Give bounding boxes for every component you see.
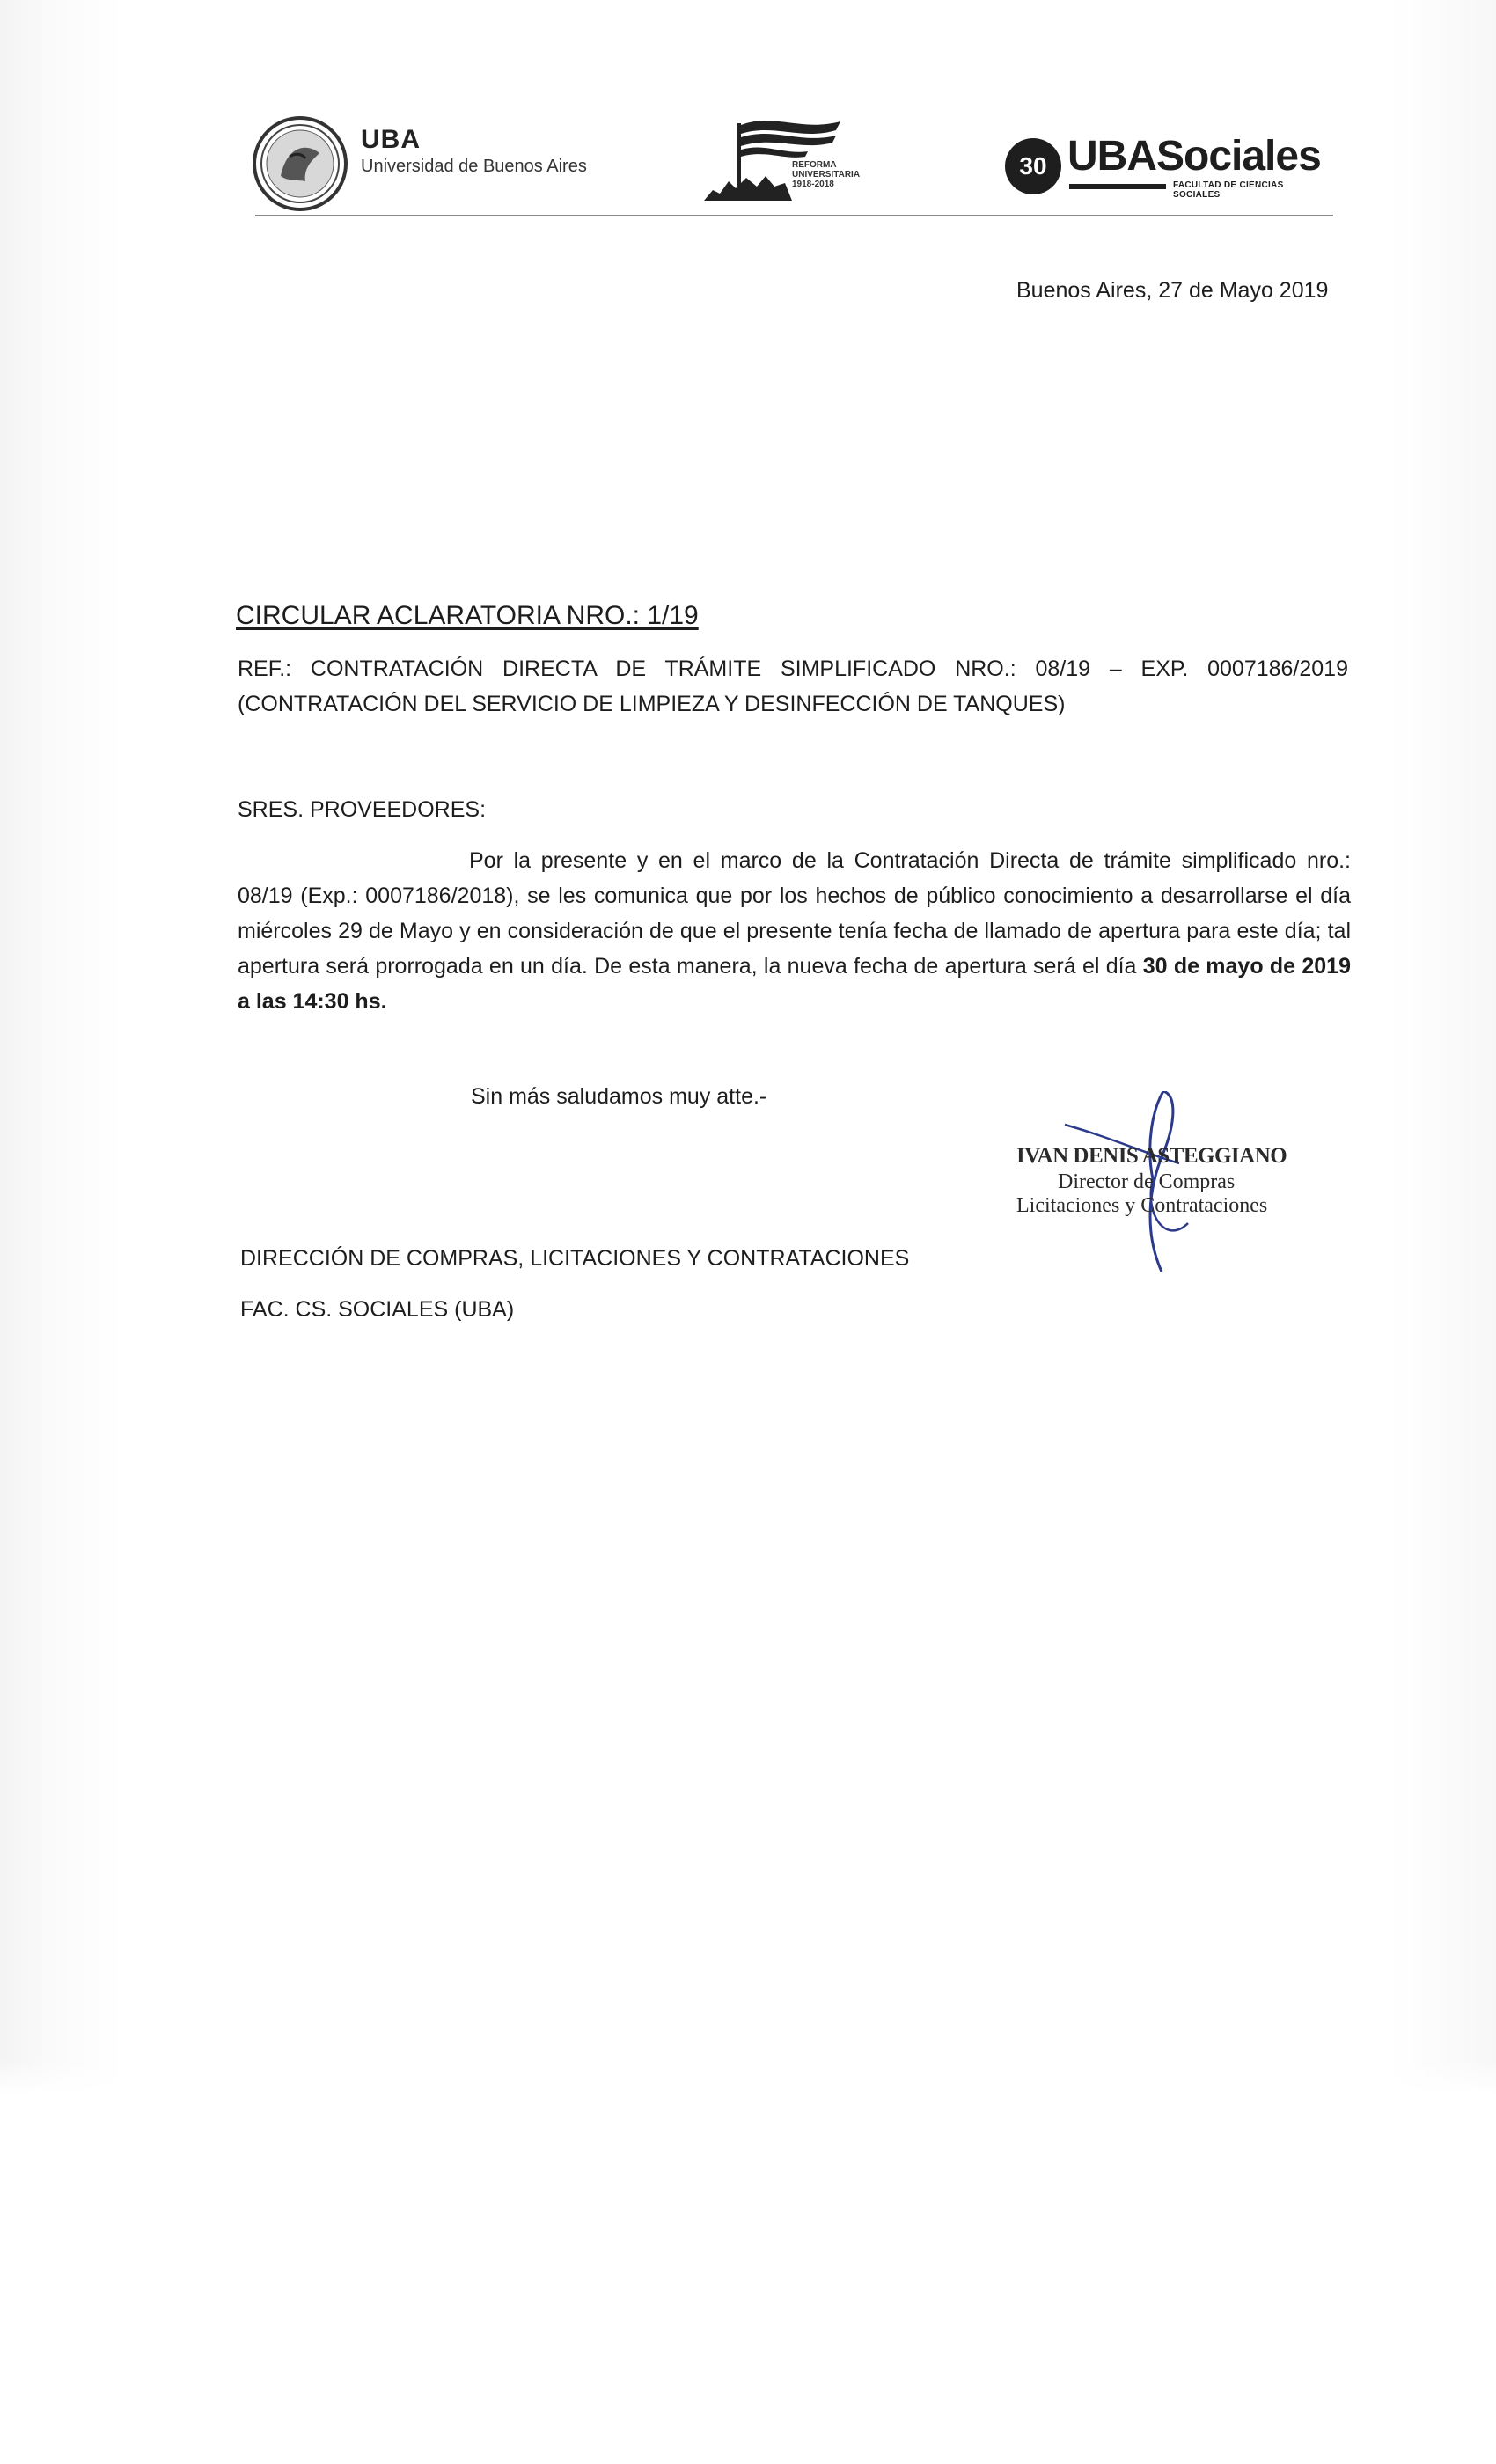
uba-name: UBA: [361, 125, 421, 154]
closing-line: Sin más saludamos muy atte.-: [471, 1084, 767, 1109]
signer-role-line-2: Licitaciones y Contrataciones: [1016, 1194, 1268, 1217]
uba-seal-icon: [251, 114, 349, 213]
body-paragraph: [238, 843, 1351, 1019]
letterhead: [251, 106, 1333, 216]
header-divider: [255, 215, 1333, 216]
page-lower-area: [0, 2059, 1496, 2464]
reference-line-2: (CONTRATACIÓN DEL SERVICIO DE LIMPIEZA Y DESINFECCIÓN DE TANQUES): [238, 692, 1066, 716]
signature-stamp: [1012, 1091, 1311, 1294]
sociales-subtitle: FACULTAD DE CIENCIAS SOCIALES: [1173, 180, 1284, 200]
salutation: SRES. PROVEEDORES:: [238, 797, 487, 822]
faculty-name: FAC. CS. SOCIALES (UBA): [240, 1297, 515, 1322]
signer-name: IVAN DENIS ASTEGGIANO: [1016, 1144, 1287, 1168]
reforma-line: 1918-2018: [792, 180, 834, 189]
body-bold-date: 30 de mayo de 2019 a las 14:30 hs.: [238, 954, 1351, 1014]
department-name: DIRECCIÓN DE COMPRAS, LICITACIONES Y CONTRATACIONES: [240, 1246, 910, 1271]
reference-line-1: REF.: CONTRATACIÓN DIRECTA DE TRÁMITE SIMPLIFICADO NRO.: 08/19 – EXP. 0007186/2019: [238, 656, 1348, 681]
circular-title: CIRCULAR ACLARATORIA NRO.: 1/19: [236, 601, 699, 630]
thirty-years-badge-icon: [1003, 136, 1063, 196]
sociales-title: UBASociales: [1067, 133, 1321, 180]
body-text: Por la presente y en el marco de la Contratación Directa de trámite simplificado nro.: 08/19 (Exp.: 0007186/2018), se les comunica que por los hechos de público conocimiento a desarrollarse el día miércoles 29 de Mayo y en consideración de que el presente tenía fecha de llamado de apertura para este día; tal apertura será prorrogada en un día. De esta manera, la nueva fecha de apertura será el día: [238, 848, 1351, 979]
uba-subtitle: Universidad de Buenos Aires: [361, 157, 587, 176]
sociales-underline: [1069, 184, 1166, 189]
signer-role-line-1: Director de Compras: [1058, 1170, 1236, 1193]
reforma-line: UNIVERSITARIA: [792, 170, 861, 180]
reforma-text: [792, 160, 860, 189]
document-date: Buenos Aires, 27 de Mayo 2019: [1016, 278, 1329, 303]
badge-number: 30: [1019, 152, 1047, 180]
reforma-line: REFORMA: [792, 160, 837, 170]
